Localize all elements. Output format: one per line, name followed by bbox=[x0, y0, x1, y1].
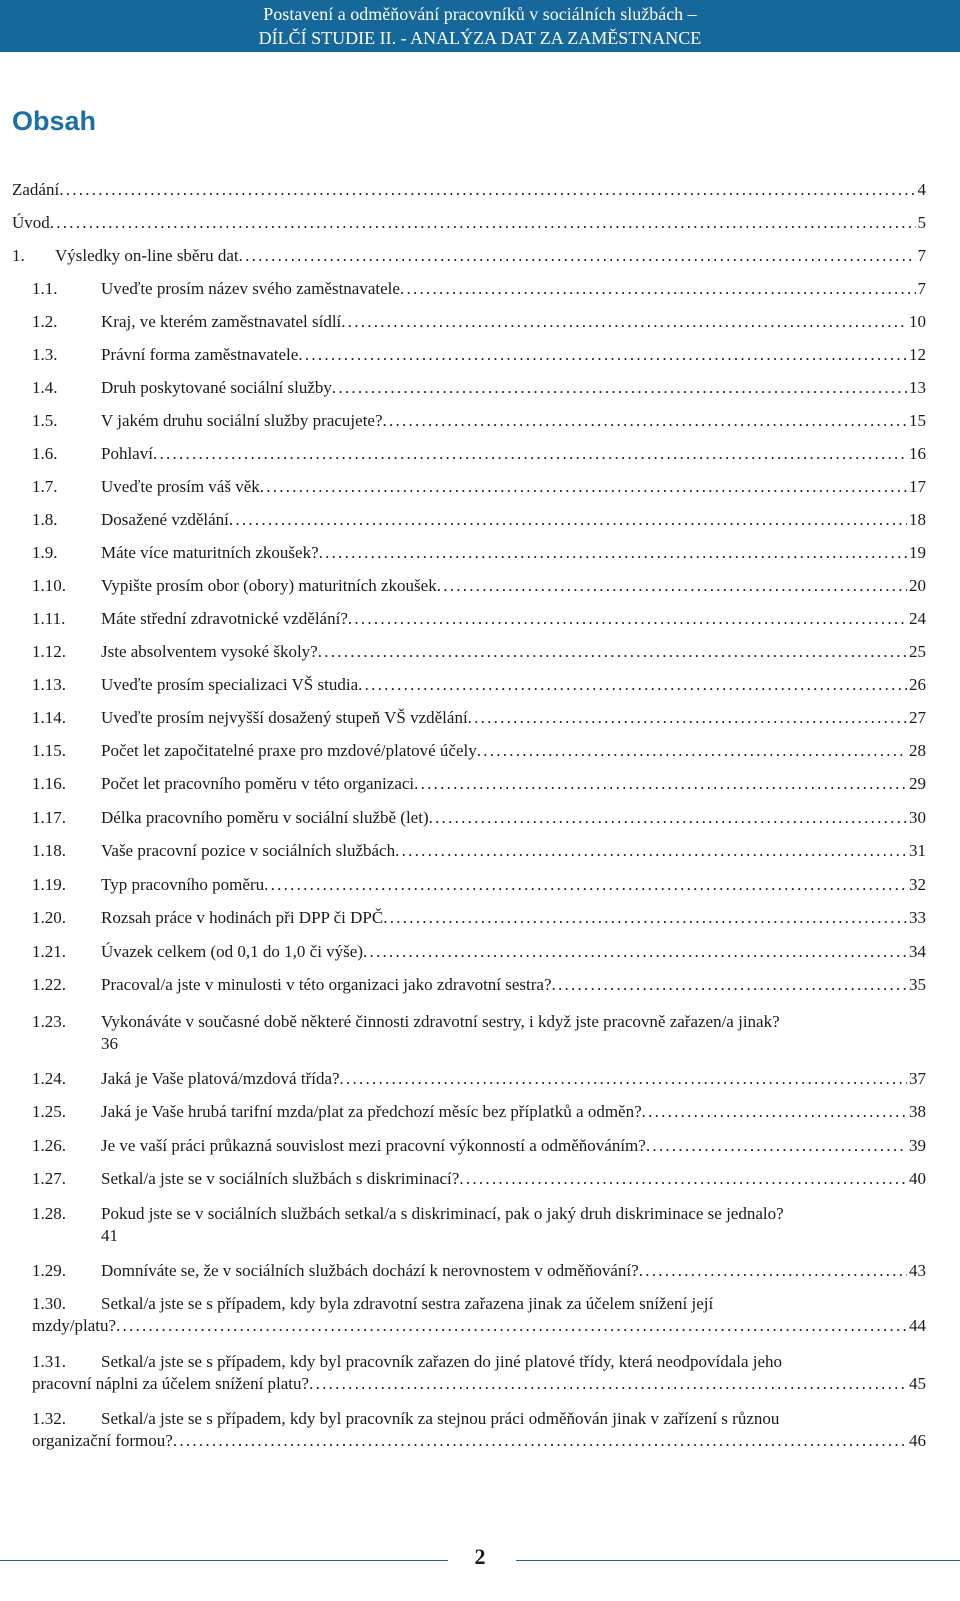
toc-entry-label-line-2: mzdy/platu? bbox=[32, 1316, 117, 1335]
toc-entry-label: Typ pracovního poměru bbox=[101, 875, 265, 894]
toc-entry-number: 1.1. bbox=[32, 279, 58, 298]
toc-entry[interactable] bbox=[32, 875, 926, 895]
toc-entry-label: Pohlaví bbox=[101, 444, 153, 463]
toc-entry[interactable] bbox=[32, 942, 926, 962]
toc-entry-label: Rozsah práce v hodinách při DPP či DPČ bbox=[101, 908, 384, 927]
toc-entry-page: 4 bbox=[917, 180, 926, 199]
toc-entry-page: 46 bbox=[909, 1431, 926, 1450]
toc-entry[interactable] bbox=[32, 975, 926, 995]
toc-entry-number: 1.13. bbox=[32, 675, 66, 694]
toc-entry-label-line-1: Setkal/a jste se s případem, kdy byl pracovník za stejnou práci odměňován jinak v zařízení s různou bbox=[101, 1409, 780, 1428]
toc-entry-label: Pracoval/a jste v minulosti v této organizaci jako zdravotní sestra? bbox=[101, 975, 552, 994]
toc-entry-label: Zadání bbox=[12, 180, 60, 199]
toc-entry-label: Jaká je Vaše hrubá tarifní mzda/plat za předchozí měsíc bez příplatků a odměn? bbox=[101, 1102, 642, 1121]
toc-entry-page: 12 bbox=[909, 345, 926, 364]
toc-entry-number: 1.2. bbox=[32, 312, 58, 331]
toc-entry-page: 45 bbox=[909, 1374, 926, 1393]
toc-entry[interactable] bbox=[32, 543, 926, 563]
toc-entry-page: 20 bbox=[909, 576, 926, 595]
toc-entry-page: 25 bbox=[909, 642, 926, 661]
toc-entry[interactable] bbox=[32, 1203, 926, 1247]
toc-entry-page: 28 bbox=[909, 741, 926, 760]
toc-entry-number: 1.4. bbox=[32, 378, 58, 397]
toc-entry-label: V jakém druhu sociální služby pracujete? bbox=[101, 411, 383, 430]
toc-entry-number: 1.10. bbox=[32, 576, 66, 595]
toc-entry-page: 32 bbox=[909, 875, 926, 894]
toc-entry-label: Setkal/a jste se v sociálních službách s diskriminací? bbox=[101, 1169, 460, 1188]
toc-entry[interactable] bbox=[32, 1169, 926, 1189]
toc-entry[interactable] bbox=[32, 1351, 926, 1395]
toc-entry[interactable] bbox=[32, 312, 926, 332]
toc-entry-number: 1.17. bbox=[32, 808, 66, 827]
toc-entry-label: Právní forma zaměstnavatele bbox=[101, 345, 299, 364]
toc-entry-number: 1. bbox=[12, 246, 25, 265]
toc-entry-label: Počet let pracovního poměru v této organizaci bbox=[101, 774, 415, 793]
toc-entry-page: 39 bbox=[909, 1136, 926, 1155]
toc-entry[interactable] bbox=[32, 279, 926, 299]
toc-entry[interactable] bbox=[32, 411, 926, 431]
toc-entry[interactable] bbox=[32, 1261, 926, 1281]
toc-entry-page: 7 bbox=[917, 279, 926, 298]
toc-entry-label: Vaše pracovní pozice v sociálních službách bbox=[101, 841, 396, 860]
toc-entry-uvod[interactable] bbox=[12, 213, 926, 233]
toc-entry-number: 1.9. bbox=[32, 543, 58, 562]
toc-entry[interactable] bbox=[32, 675, 926, 695]
toc-entry-number: 1.27. bbox=[32, 1169, 66, 1188]
toc-entry-number: 1.24. bbox=[32, 1069, 66, 1088]
toc-entry-page: 37 bbox=[909, 1069, 926, 1088]
toc-entry-label: Je ve vaší práci průkazná souvislost mezi pracovní výkonností a odměňováním? bbox=[101, 1136, 646, 1155]
toc-entry-number: 1.31. bbox=[32, 1352, 66, 1371]
toc-entry-number: 1.7. bbox=[32, 477, 58, 496]
toc-entry-label: Dosažené vzdělání bbox=[101, 510, 229, 529]
toc-entry-label: Uveďte prosím nejvyšší dosažený stupeň VŠ vzdělání bbox=[101, 708, 468, 727]
toc-entry-label: Jaká je Vaše platová/mzdová třída? bbox=[101, 1069, 340, 1088]
toc-entry-label: Pokud jste se v sociálních službách setkal/a s diskriminací, pak o jaký druh diskriminace se jednalo? bbox=[101, 1204, 784, 1223]
toc-entry-label: Vypište prosím obor (obory) maturitních zkoušek bbox=[101, 576, 437, 595]
toc-entry[interactable] bbox=[32, 1011, 926, 1055]
toc-entry-number: 1.30. bbox=[32, 1294, 66, 1313]
toc-entry[interactable] bbox=[32, 1293, 926, 1337]
toc-entry[interactable] bbox=[32, 1069, 926, 1089]
toc-entry-page: 24 bbox=[909, 609, 926, 628]
toc-entry-zadani[interactable] bbox=[12, 180, 926, 200]
toc-entry-page: 41 bbox=[101, 1226, 118, 1245]
toc-entry-page: 44 bbox=[909, 1316, 926, 1335]
toc-entry[interactable] bbox=[32, 378, 926, 398]
toc-entry-number: 1.11. bbox=[32, 609, 66, 628]
toc-entry-page: 5 bbox=[917, 213, 926, 232]
header-line-1: Postavení a odměňování pracovníků v sociálních službách – bbox=[263, 4, 697, 24]
toc-entry-number: 1.14. bbox=[32, 708, 66, 727]
toc-entry-page: 26 bbox=[909, 675, 926, 694]
toc-entry-label-line-2: organizační formou? bbox=[32, 1431, 173, 1450]
toc-entry[interactable] bbox=[32, 708, 926, 728]
toc-entry-number: 1.28. bbox=[32, 1204, 66, 1223]
toc-entry-page: 7 bbox=[917, 246, 926, 265]
toc-entry-number: 1.21. bbox=[32, 942, 66, 961]
toc-entry-number: 1.8. bbox=[32, 510, 58, 529]
toc-entry-number: 1.23. bbox=[32, 1012, 66, 1031]
toc-entry-number: 1.25. bbox=[32, 1102, 66, 1121]
toc-entry[interactable] bbox=[32, 1102, 926, 1122]
toc-entry-chapter-1[interactable] bbox=[12, 246, 926, 266]
toc-entry-label: Počet let započitatelné praxe pro mzdové/platové účely bbox=[101, 741, 477, 760]
toc-entry[interactable] bbox=[32, 510, 926, 530]
toc-entry-number: 1.19. bbox=[32, 875, 66, 894]
toc-entry[interactable] bbox=[32, 1408, 926, 1452]
toc-entry-number: 1.18. bbox=[32, 841, 66, 860]
toc-entry-label: Úvazek celkem (od 0,1 do 1,0 či výše) bbox=[101, 942, 363, 961]
toc-entry-page: 15 bbox=[909, 411, 926, 430]
toc-entry[interactable] bbox=[32, 841, 926, 861]
toc-entry-page: 10 bbox=[909, 312, 926, 331]
page-number: 2 bbox=[474, 1544, 486, 1569]
toc-entry-label: Úvod bbox=[12, 213, 50, 232]
toc-entry[interactable] bbox=[32, 1136, 926, 1156]
toc-entry-number: 1.26. bbox=[32, 1136, 66, 1155]
toc-entry-page: 17 bbox=[909, 477, 926, 496]
toc-entry[interactable] bbox=[32, 741, 926, 761]
toc-entry[interactable] bbox=[32, 908, 926, 928]
toc-entry-number: 1.22. bbox=[32, 975, 66, 994]
toc-entry-label: Uveďte prosím název svého zaměstnavatele bbox=[101, 279, 400, 298]
toc-entry-page: 30 bbox=[909, 808, 926, 827]
toc-entry[interactable] bbox=[32, 609, 926, 629]
toc-entry-number: 1.32. bbox=[32, 1409, 66, 1428]
toc-entry-label: Délka pracovního poměru v sociální službě (let) bbox=[101, 808, 429, 827]
toc-entry-page: 18 bbox=[909, 510, 926, 529]
toc-entry-page: 40 bbox=[909, 1169, 926, 1188]
toc-entry-label: Druh poskytované sociální služby bbox=[101, 378, 332, 397]
toc-entry-label: Vykonáváte v současné době některé činnosti zdravotní sestry, i když jste pracovně zařazen/a jinak? bbox=[101, 1012, 780, 1031]
toc-entry-label: Výsledky on-line sběru dat bbox=[55, 246, 239, 265]
toc-entry-label: Uveďte prosím váš věk bbox=[101, 477, 260, 496]
toc-entry-number: 1.29. bbox=[32, 1261, 66, 1280]
toc-entry-page: 16 bbox=[909, 444, 926, 463]
toc-entry[interactable] bbox=[32, 774, 926, 794]
toc-entry-label: Uveďte prosím specializaci VŠ studia bbox=[101, 675, 359, 694]
toc-entry[interactable] bbox=[32, 576, 926, 596]
toc-entry-number: 1.15. bbox=[32, 741, 66, 760]
toc-entry-page: 33 bbox=[909, 908, 926, 927]
toc-entry-label-line-1: Setkal/a jste se s případem, kdy byl pracovník zařazen do jiné platové třídy, která neodpovídala jeho bbox=[101, 1352, 783, 1371]
toc-entry-page: 43 bbox=[909, 1261, 926, 1280]
toc-entry[interactable] bbox=[32, 642, 926, 662]
toc-entry-page: 19 bbox=[909, 543, 926, 562]
toc-entry-label-line-2: pracovní náplni za účelem snížení platu? bbox=[32, 1374, 310, 1393]
toc-entry[interactable] bbox=[32, 444, 926, 464]
toc-entry-label: Máte více maturitních zkoušek? bbox=[101, 543, 319, 562]
toc-entry-label: Máte střední zdravotnické vzdělání? bbox=[101, 609, 348, 628]
toc-entry[interactable] bbox=[32, 477, 926, 497]
toc-entry-label: Kraj, ve kterém zaměstnavatel sídlí bbox=[101, 312, 342, 331]
toc-entry-number: 1.3. bbox=[32, 345, 58, 364]
toc-entry-number: 1.5. bbox=[32, 411, 58, 430]
toc-title: Obsah bbox=[12, 106, 97, 136]
toc-entry-number: 1.6. bbox=[32, 444, 58, 463]
toc-entry-number: 1.20. bbox=[32, 908, 66, 927]
toc-entry-page: 31 bbox=[909, 841, 926, 860]
toc-entry-label-line-1: Setkal/a jste se s případem, kdy byla zdravotní sestra zařazena jinak za účelem snížení její bbox=[101, 1294, 714, 1313]
toc-entry-page: 34 bbox=[909, 942, 926, 961]
toc-entry-label: Domníváte se, že v sociálních službách dochází k nerovnostem v odměňování? bbox=[101, 1261, 639, 1280]
toc-entry-page: 38 bbox=[909, 1102, 926, 1121]
toc-entry-page: 36 bbox=[101, 1034, 118, 1053]
toc-entry-page: 27 bbox=[909, 708, 926, 727]
toc-entry-page: 29 bbox=[909, 774, 926, 793]
toc-entry-page: 13 bbox=[909, 378, 926, 397]
toc-entry[interactable] bbox=[32, 808, 926, 828]
toc-entry-page: 35 bbox=[909, 975, 926, 994]
toc-entry[interactable] bbox=[32, 345, 926, 365]
toc-entry-number: 1.12. bbox=[32, 642, 66, 661]
toc-entry-label: Jste absolventem vysoké školy? bbox=[101, 642, 318, 661]
toc-entry-number: 1.16. bbox=[32, 774, 66, 793]
header-line-2: DÍLČÍ STUDIE II. - ANALÝZA DAT ZA ZAMĚSTNANCE bbox=[258, 28, 702, 48]
